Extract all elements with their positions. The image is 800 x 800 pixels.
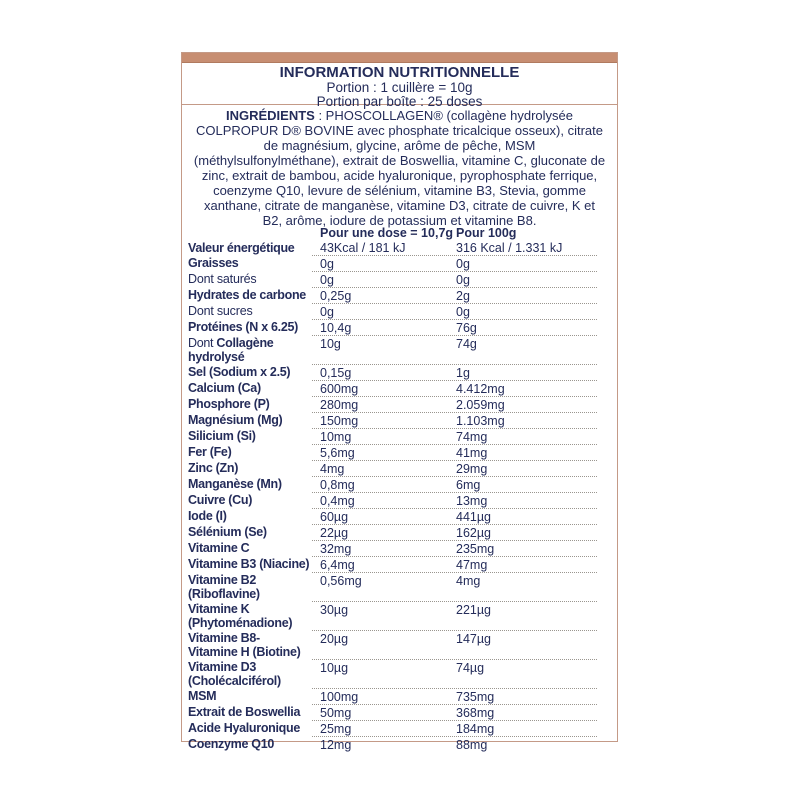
per100g-value: 29mg	[456, 461, 488, 476]
table-row	[182, 444, 617, 460]
nutrient-label: Calcium (Ca)	[188, 380, 261, 395]
table-row	[182, 736, 617, 752]
table-row	[182, 240, 617, 255]
ingredients-paragraph	[182, 105, 617, 228]
per100g-value: 74mg	[456, 429, 488, 444]
nutrient-label: Cuivre (Cu)	[188, 492, 253, 507]
nutrient-label: Vitamine D3 (Cholécalciférol)	[188, 659, 281, 688]
dose-value: 0g	[320, 272, 334, 287]
nutrient-label: Silicium (Si)	[188, 428, 256, 443]
table-row	[182, 524, 617, 540]
table-row	[182, 720, 617, 736]
nutrient-label: Vitamine K (Phytoménadione)	[188, 601, 293, 630]
label-header	[182, 63, 617, 109]
table-row	[182, 380, 617, 396]
column-header-per100g: Pour 100g	[456, 225, 517, 240]
dose-value: 10,4g	[320, 320, 352, 335]
per100g-value: 0g	[456, 256, 470, 271]
label-title: INFORMATION NUTRITIONNELLE	[279, 64, 520, 81]
dose-value: 4mg	[320, 461, 345, 476]
per100g-value: 221µg	[456, 602, 492, 617]
per100g-value: 162µg	[456, 525, 492, 540]
dose-value: 25mg	[320, 721, 352, 736]
nutrient-label: Iode (I)	[188, 508, 227, 523]
nutrient-label: Vitamine B8- Vitamine H (Biotine)	[188, 630, 301, 659]
table-row	[182, 335, 617, 364]
nutrient-label: Coenzyme Q10	[188, 736, 275, 751]
table-row	[182, 659, 617, 688]
per100g-value: 13mg	[456, 493, 488, 508]
top-accent-bar	[182, 53, 617, 63]
per100g-value: 147µg	[456, 631, 492, 646]
dose-value: 150mg	[320, 413, 359, 428]
table-row	[182, 460, 617, 476]
nutrient-label: Dont sucres	[188, 303, 253, 318]
dose-value: 43Kcal / 181 kJ	[320, 240, 406, 255]
dose-value: 10µg	[320, 660, 349, 675]
dose-value: 20µg	[320, 631, 349, 646]
ingredients-label: INGRÉDIENTS	[226, 108, 315, 123]
table-rows	[182, 240, 617, 752]
dose-value: 12mg	[320, 737, 352, 752]
per100g-value: 0g	[456, 272, 470, 287]
nutrient-label: Vitamine B2 (Riboflavine)	[188, 572, 260, 601]
per100g-value: 184mg	[456, 721, 495, 736]
nutrient-label: Zinc (Zn)	[188, 460, 239, 475]
table-row	[182, 287, 617, 303]
per100g-value: 76g	[456, 320, 477, 335]
per100g-value: 47mg	[456, 557, 488, 572]
per100g-value: 74µg	[456, 660, 485, 675]
nutrition-label	[181, 52, 618, 752]
nutrient-label: Extrait de Boswellia	[188, 704, 301, 719]
dose-value: 30µg	[320, 602, 349, 617]
per100g-value: 1.103mg	[456, 413, 505, 428]
nutrient-label: Sel (Sodium x 2.5)	[188, 364, 291, 379]
per100g-value: 4mg	[456, 573, 481, 588]
dose-value: 10mg	[320, 429, 352, 444]
nutrient-label: Protéines (N x 6.25)	[188, 319, 299, 334]
dose-value: 280mg	[320, 397, 359, 412]
header-empty-cell	[182, 225, 312, 226]
dose-value: 10g	[320, 336, 341, 351]
dose-value: 5,6mg	[320, 445, 355, 460]
per100g-value: 6mg	[456, 477, 481, 492]
table-header-row	[182, 223, 617, 240]
per100g-value: 74g	[456, 336, 477, 351]
nutrient-label: Fer (Fe)	[188, 444, 232, 459]
nutrition-table	[182, 222, 617, 752]
nutrient-label: Acide Hyaluronique	[188, 720, 300, 735]
per100g-value: 1g	[456, 365, 470, 380]
table-row	[182, 704, 617, 720]
nutrient-label: Dont Collagène hydrolysé	[188, 335, 274, 364]
table-row	[182, 255, 617, 271]
dose-value: 22µg	[320, 525, 349, 540]
table-row	[182, 476, 617, 492]
dose-value: 60µg	[320, 509, 349, 524]
nutrient-label: Vitamine C	[188, 540, 250, 555]
table-row	[182, 540, 617, 556]
table-row	[182, 396, 617, 412]
per100g-value: 41mg	[456, 445, 488, 460]
nutrient-label: Phosphore (P)	[188, 396, 270, 411]
nutrient-label: Manganèse (Mn)	[188, 476, 282, 491]
per100g-value: 368mg	[456, 705, 495, 720]
table-row	[182, 271, 617, 287]
nutrient-label: Magnésium (Mg)	[188, 412, 283, 427]
nutrient-label: MSM	[188, 688, 217, 703]
per100g-value: 316 Kcal / 1.331 kJ	[456, 240, 563, 255]
nutrient-label: Valeur énergétique	[188, 240, 295, 255]
column-header-dose: Pour une dose = 10,7g	[320, 225, 454, 240]
nutrient-label: Sélénium (Se)	[188, 524, 267, 539]
nutrient-label: Dont saturés	[188, 271, 257, 286]
per100g-value: 235mg	[456, 541, 495, 556]
table-row	[182, 572, 617, 601]
dose-value: 0,25g	[320, 288, 352, 303]
nutrient-label: Graisses	[188, 255, 239, 270]
dose-value: 100mg	[320, 689, 359, 704]
dose-value: 0g	[320, 304, 334, 319]
table-row	[182, 364, 617, 380]
per100g-value: 2g	[456, 288, 470, 303]
table-row	[182, 412, 617, 428]
dose-value: 50mg	[320, 705, 352, 720]
per100g-value: 2.059mg	[456, 397, 505, 412]
table-row	[182, 601, 617, 630]
per100g-value: 0g	[456, 304, 470, 319]
table-row	[182, 556, 617, 572]
nutrient-label: Vitamine B3 (Niacine)	[188, 556, 310, 571]
per100g-value: 88mg	[456, 737, 488, 752]
table-row	[182, 428, 617, 444]
dose-value: 6,4mg	[320, 557, 355, 572]
table-row	[182, 492, 617, 508]
dose-value: 0,8mg	[320, 477, 355, 492]
dose-value: 0,15g	[320, 365, 352, 380]
per100g-value: 735mg	[456, 689, 495, 704]
portion-per-box: Portion par boîte : 25 doses	[316, 93, 483, 109]
dose-value: 0g	[320, 256, 334, 271]
table-row	[182, 303, 617, 319]
dose-value: 0,56mg	[320, 573, 362, 588]
table-row	[182, 630, 617, 659]
portion-per-serving: Portion : 1 cuillère = 10g	[326, 80, 473, 95]
per100g-value: 4.412mg	[456, 381, 505, 396]
dose-value: 32mg	[320, 541, 352, 556]
dose-value: 600mg	[320, 381, 359, 396]
per100g-value: 441µg	[456, 509, 492, 524]
table-row	[182, 688, 617, 704]
dose-value: 0,4mg	[320, 493, 355, 508]
table-row	[182, 508, 617, 524]
ingredients-text: : PHOSCOLLAGEN® (collagène hydrolysée COLPROPUR D® BOVINE avec phosphate tricalcique osseux), citrate de magnésium, glycine, arôme de pêche, MSM (méthylsulfonylméthane), extrait de Boswellia, vitamine C, gluconate de zinc, extrait de bambou, acide hyaluronique, pyrophosphate ferrique, coenzyme Q10, levure de sélénium, vitamine B3, Stevia, gomme xanthane, citrate de manganèse, vitamine D3, citrate de cuivre, K et B2, arôme, iodure de potassium et vitamine B8.	[193, 108, 606, 228]
nutrient-label: Hydrates de carbone	[188, 287, 306, 302]
table-row	[182, 319, 617, 335]
